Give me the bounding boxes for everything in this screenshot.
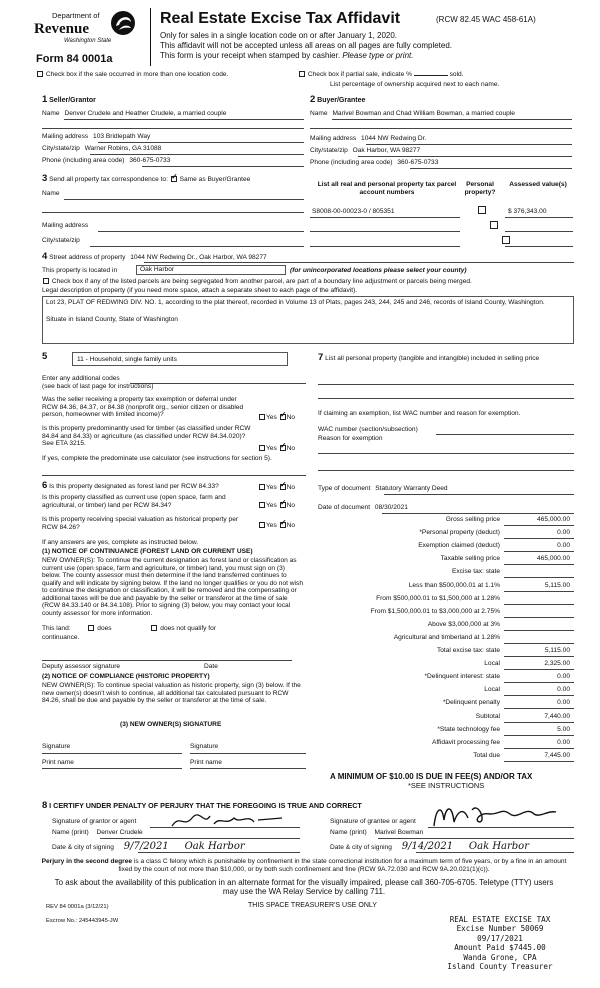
grantee-name-value[interactable]: Marivel Bowman — [374, 829, 424, 836]
s3-name-line — [64, 199, 304, 200]
stamp-line-4: Amount Paid $7445.00 — [454, 943, 546, 953]
s5-q2: Is this property predominantly used for timber (as classified under RCW 84.84 and 84.33) or agriculture (as classified under RCW 84.34.020)? See ETA 3215. — [42, 425, 251, 448]
buyer-num: 2 — [310, 94, 316, 105]
buyer-city-value[interactable]: Oak Harbor, WA 98277 — [352, 147, 421, 154]
header-divider — [150, 8, 151, 66]
tax-row-value[interactable]: 0.00 — [557, 699, 570, 707]
grantor-sig-label: Signature of grantor or agent — [52, 818, 137, 825]
tax-row-line — [504, 748, 574, 749]
buyer-city-line — [358, 156, 572, 157]
section7-row — [318, 353, 580, 364]
s6-q3-yes-checkbox[interactable] — [259, 522, 265, 528]
grantor-name-line — [100, 838, 300, 839]
tax-row-label: Less than $500,000.01 at 1.1% — [408, 581, 500, 589]
stamp-line-1: REAL ESTATE EXCISE TAX — [449, 915, 551, 924]
s6-q2-yes-checkbox[interactable] — [259, 502, 265, 508]
seller-city-line — [90, 154, 304, 155]
tax-row-line — [504, 630, 574, 631]
deputy-line — [42, 660, 292, 661]
section4-num: 4 — [42, 251, 48, 262]
certify-text: I CERTIFY UNDER PENALTY OF PERJURY THAT THE FOREGOING IS TRUE AND CORRECT — [49, 801, 362, 810]
parcel-line-1 — [310, 217, 460, 218]
stamp-line-3: 09/17/2021 — [477, 933, 523, 943]
s5-q1-no-checkbox[interactable] — [280, 414, 286, 420]
segregated-checkbox[interactable] — [43, 278, 49, 284]
segregated-check[interactable] — [42, 278, 472, 286]
grantee-signature-image — [430, 800, 560, 828]
grantor-date-label: Date & city of signing — [52, 844, 114, 851]
section5-bottom-line — [42, 475, 306, 476]
s6-q3-answer — [258, 522, 295, 530]
doc-type-value[interactable]: Statutory Warranty Deed — [375, 485, 448, 492]
tax-row-label: *Personal property (deduct) — [419, 529, 500, 537]
dor-swirl-icon — [110, 10, 136, 36]
s5-q1: Was the seller receiving a property tax exemption or deferral under RCW 84.36, 84.37, or 84.38 (nonprofit org., senior citizen or disabled person, homeowner with limited income)? — [42, 396, 244, 419]
reason-line — [318, 453, 574, 454]
tax-row-label: *Delinquent penalty — [442, 699, 500, 707]
tax-row-label: *Delinquent interest: state — [424, 673, 500, 681]
add-codes-line — [130, 383, 306, 384]
tax-row-label: Taxable selling price — [440, 555, 500, 563]
s3-name-line2 — [42, 212, 304, 213]
wac-line — [436, 434, 574, 435]
print1-line — [42, 768, 182, 769]
buyer-heading-label: Buyer/Grantee — [317, 97, 366, 104]
notice1-body: NEW OWNER(S): To continue the current designation as forest land or classification as current use (open space, farm and agriculture, or timber) land, you must sign on (3) below. The county assessor must then determine if the land transferred continues to qualify and will indicate by signing below. If the land no longer qualifies or you do not wish to continue the designation or classification, it will be removed and the compensating or additional taxes will be due and payable by the seller or transferor at the time of sale (RCW 84.33.140 or 84.34.108). Prior to signing (3) below, you may contact your local county assessor for more information. — [42, 557, 303, 618]
this-land-label: This land: — [42, 625, 71, 632]
s6-q3-yes-label: Yes — [266, 522, 277, 529]
grantor-name-row — [52, 829, 143, 837]
tax-row-label: Excise tax: state — [451, 568, 500, 576]
assessed-col-header: Assessed value(s) — [509, 181, 567, 188]
subtitle-2: This affidavit will not be accepted unless all areas on all pages are fully completed. — [160, 41, 453, 50]
add-codes-note: (see back of last page for instructions) — [42, 383, 154, 390]
located-row — [42, 267, 117, 275]
assessed-line-1 — [505, 217, 573, 218]
grantee-name-row — [330, 829, 423, 837]
grantee-date-line — [416, 852, 574, 853]
buyer-heading — [310, 95, 365, 106]
doc-type-line — [384, 494, 574, 495]
s5-q2-no-checkbox[interactable] — [280, 445, 286, 451]
s3-addr-line — [98, 231, 304, 232]
section7-num: 7 — [318, 352, 324, 363]
sig2-line — [190, 753, 306, 754]
tax-row-line — [504, 695, 574, 696]
seller-city-row — [42, 145, 161, 153]
seller-name-row — [42, 110, 294, 118]
assessed-line-3 — [505, 246, 573, 247]
legal-label: Legal description of property (if you need more space, attach a separate sheet to each page of the affidavit). — [42, 287, 358, 294]
buyer-name-label: Name — [310, 110, 328, 117]
s6-q1-row — [42, 481, 219, 492]
tax-row-line — [504, 656, 574, 657]
section6-num: 6 — [42, 480, 48, 491]
s6-q3-no-checkbox[interactable] — [280, 522, 286, 528]
notice2-body: NEW OWNER(S): To continue special valuation as historic property, sign (3) below. If the new owner(s) doesn't wish to continue, all additional tax calculated pursuant to RCW 84.26, shall be due and payable by the seller or transferor at the time of sale. — [42, 682, 301, 705]
reason-label: Reason for exemption — [318, 435, 383, 442]
dor-logo — [34, 10, 134, 44]
tax-row-label: Local — [484, 660, 500, 668]
print2-label: Print name — [190, 759, 222, 766]
s5-q2-answer — [258, 445, 295, 453]
subtitle-3 — [160, 51, 413, 60]
rev-label: REV 84 0001a (3/12/21) — [46, 904, 109, 910]
section8-row — [42, 801, 362, 812]
section5-num: 5 — [42, 351, 48, 362]
buyer-phone-label: Phone (including area code) — [310, 159, 393, 166]
deputy-label: Deputy assessor signature — [42, 663, 121, 670]
multi-location-label: Check box if the sale occurred in more than one location code. — [45, 71, 229, 78]
grantor-signature-image — [170, 812, 290, 830]
parcel-line-3 — [310, 246, 460, 247]
grantor-name-value[interactable]: Denver Crudele — [96, 829, 143, 836]
seller-name-line2 — [42, 128, 304, 129]
located-label: This property is located in — [42, 267, 118, 274]
print1-label: Print name — [42, 759, 74, 766]
seller-addr-row — [42, 133, 150, 141]
grantee-date-value[interactable]: 9/14/2021 — [401, 841, 454, 852]
notice3-title: (3) NEW OWNER(S) SIGNATURE — [120, 721, 222, 728]
tax-row-line — [504, 669, 574, 670]
s5-q2-note: If yes, complete the predominate use calculator (see instructions for section 5). — [42, 455, 272, 462]
buyer-phone-value[interactable]: 360-675-0733 — [397, 159, 439, 166]
s6-q1: Is this property designated as forest land per RCW 84.33? — [49, 483, 219, 490]
doc-date-row — [318, 504, 408, 512]
grantee-signature-text: M Bowman — [490, 820, 496, 821]
section7-text: List all personal property (tangible and intangible) included in selling price — [325, 355, 540, 362]
subtitle-3-type: Please type or print. — [342, 51, 414, 60]
treasurer-stamp — [420, 915, 580, 972]
tax-row-line — [504, 525, 574, 526]
s6-q2-no-checkbox[interactable] — [280, 502, 286, 508]
buyer-city-label: City/state/zip — [310, 147, 348, 154]
s5-q2-no-label: No — [286, 445, 296, 452]
tax-row-line — [504, 564, 574, 565]
tax-row-value[interactable]: 465,000.00 — [536, 516, 570, 523]
s6-q2-yes-label: Yes — [266, 502, 277, 509]
tax-row-line — [504, 591, 574, 592]
tax-row-label: Exemption claimed (deduct) — [418, 542, 500, 550]
buyer-addr-label: Mailing address — [310, 135, 357, 142]
perjury-notice — [34, 858, 574, 873]
grantor-date-row — [52, 841, 245, 853]
tax-row-line — [504, 735, 574, 736]
stamp-line-5: Wanda Grone, CPA — [463, 952, 537, 962]
seller-addr-label: Mailing address — [42, 133, 89, 140]
exemption-label: If claiming an exemption, list WAC number and reason for exemption. — [318, 410, 521, 417]
tax-row-line — [504, 538, 574, 539]
grantee-date-label: Date & city of signing — [330, 844, 392, 851]
treasurer-use: THIS SPACE TREASURER'S USE ONLY — [248, 902, 377, 909]
segregated-label: Check box if any of the listed parcels are being segregated from another parcel, are part of a boundary line adjustment or parcels being merged. — [51, 278, 472, 285]
does-not-label: does not qualify for — [160, 625, 216, 632]
tax-row-value[interactable]: 0.00 — [557, 738, 570, 746]
s3-city-label: City/state/zip — [42, 237, 80, 244]
parcel-line-2 — [310, 231, 460, 232]
tax-row-label: Affidavit processing fee — [431, 738, 500, 746]
dor-dept-label: Department of — [52, 11, 100, 20]
wac-label: WAC number (section/subsection) — [318, 426, 418, 433]
does-checkbox[interactable] — [88, 625, 94, 631]
tax-row-line — [504, 722, 574, 723]
same-as-buyer-label: Same as Buyer/Grantee — [179, 176, 251, 183]
s5-q1-no-label: No — [286, 414, 296, 421]
buyer-name-line — [332, 119, 572, 120]
buyer-phone-line — [410, 168, 572, 169]
see-instructions: *SEE INSTRUCTIONS — [408, 781, 485, 790]
s6-q2: Is this property classified as current use (open space, farm and agricultural, or timber) land per RCW 84.34? — [42, 494, 226, 509]
grantee-date-row — [330, 841, 529, 853]
buyer-phone-row — [310, 159, 438, 167]
reason-line2 — [318, 470, 574, 471]
buyer-name-row — [310, 110, 582, 118]
continuance-label: continuance. — [42, 634, 80, 641]
doc-date-line — [382, 513, 574, 514]
tax-row-line — [504, 761, 574, 762]
s7-line-2 — [318, 398, 574, 399]
buyer-addr-line — [366, 144, 572, 145]
form-number: Form 84 0001a — [36, 53, 113, 65]
tax-row-label: *State technology fee — [437, 725, 500, 733]
tax-row-label: From $500,000.01 to $1,500,000 at 1.28% — [376, 594, 500, 602]
location-select-value: Oak Harbor — [140, 266, 175, 273]
parcel-row — [312, 208, 395, 216]
subtitle-1: Only for sales in a single location code on or after January 1, 2020. — [160, 31, 398, 40]
use-code-value: 11 - Household, single family units — [77, 356, 177, 363]
assessed-value[interactable]: $ 376,343.00 — [508, 208, 547, 215]
partial-sale-checkbox[interactable] — [299, 71, 305, 77]
grantor-signature-text: Denver Crudele — [230, 826, 238, 827]
grantor-date-value[interactable]: 9/7/2021 — [123, 841, 169, 852]
assessed-line-2 — [505, 231, 573, 232]
buyer-city-row — [310, 147, 420, 155]
s6-if-yes: If any answers are yes, complete as instructed below. — [42, 539, 199, 546]
doc-date-value[interactable]: 08/30/2021 — [374, 504, 408, 511]
personal-property-checkbox-3[interactable] — [502, 236, 510, 244]
tax-row-label: Subtotal — [475, 712, 500, 720]
seller-addr-value[interactable]: 103 Bridlepath Way — [93, 133, 151, 140]
tax-row-label: From $1,500,000.01 to $3,000,000 at 2.75% — [370, 607, 500, 615]
s6-q3: Is this property receiving special valuation as historical property per RCW 84.26? — [42, 516, 239, 531]
does-label: does — [97, 625, 112, 632]
tax-row-label: Agricultural and timberland at 1.28% — [393, 633, 500, 641]
s6-q1-no-checkbox[interactable] — [280, 484, 286, 490]
escrow-label: Escrow No.: 245443945-JW — [46, 918, 119, 924]
dor-revenue-label: Revenue — [34, 21, 89, 37]
s6-q1-yes-label: Yes — [266, 484, 277, 491]
s5-q1-yes-checkbox[interactable] — [259, 414, 265, 420]
deputy-date-label: Date — [204, 663, 218, 670]
tax-row-value[interactable]: 465,000.00 — [536, 555, 570, 563]
add-codes-label: Enter any additional codes — [42, 375, 120, 382]
seller-addr-line — [98, 142, 304, 143]
this-land-row — [42, 625, 216, 633]
parcel-col-header: List all real and personal property tax parcel account numbers — [317, 181, 457, 196]
sig1-line — [42, 753, 182, 754]
street-line — [144, 262, 574, 263]
legal-description-box[interactable] — [42, 296, 574, 344]
partial-list-note: List percentage of ownership acquired next to each name. — [330, 81, 500, 88]
alt-format-notice: To ask about the availability of this publication in an alternate format for the visually impaired, please call 360-705-6705. Teletype (TTY) users may use the WA Relay Service by calling 711. — [54, 878, 554, 897]
tax-row-value[interactable]: 0.00 — [557, 542, 570, 550]
tax-row-value[interactable]: 0.00 — [557, 673, 570, 681]
rcw-reference: (RCW 82.45 WAC 458-61A) — [436, 15, 536, 24]
subtitle-3-text: This form is your receipt when stamped by cashier. — [160, 51, 341, 60]
section3-heading — [42, 174, 250, 185]
seller-num: 1 — [42, 94, 48, 105]
section3-text: Send all property tax correspondence to: — [49, 176, 168, 183]
tax-row-value[interactable]: 7,445.00 — [544, 751, 570, 759]
tax-row-value[interactable]: 5.00 — [557, 725, 570, 733]
tax-row-value[interactable]: 0.00 — [557, 529, 570, 537]
stamp-line-2: Excise Number 50069 — [456, 924, 544, 934]
personal-property-checkbox-1[interactable] — [478, 206, 486, 214]
tax-row-value[interactable]: 2,325.00 — [544, 660, 570, 668]
grantee-name-label: Name (print) — [330, 829, 367, 836]
grantee-city-value[interactable]: Oak Harbor — [468, 841, 529, 852]
s6-q1-answer — [258, 484, 295, 492]
tax-row-label: Gross selling price — [445, 516, 500, 523]
doc-date-label: Date of document — [318, 504, 371, 511]
sig2-label: Signature — [190, 743, 219, 750]
tax-row-line — [504, 617, 574, 618]
seller-city-label: City/state/zip — [42, 145, 80, 152]
seller-name-label: Name — [42, 110, 60, 117]
s3-city-line — [90, 246, 304, 247]
tax-row-line — [504, 682, 574, 683]
seller-phone-value[interactable]: 360-675-0733 — [129, 157, 171, 164]
parcel-number[interactable]: S8008-00-00023-0 / 805351 — [312, 208, 395, 215]
seller-phone-line — [142, 166, 304, 167]
personal-col-header: Personal property? — [464, 181, 496, 196]
seller-phone-label: Phone (including area code) — [42, 157, 125, 164]
buyer-addr-value[interactable]: 1044 NW Redwing Dr. — [361, 135, 427, 142]
sig1-label: Signature — [42, 743, 71, 750]
form-title: Real Estate Excise Tax Affidavit — [160, 10, 401, 27]
partial-sale-label: Check box if partial sale, indicate % — [307, 71, 412, 78]
partial-sold-label: sold. — [449, 71, 464, 78]
tax-row-label: Total due — [473, 751, 500, 759]
tax-row-label: Total excise tax: state — [436, 647, 500, 654]
grantee-name-line — [378, 838, 574, 839]
doc-type-label: Type of document — [318, 485, 371, 492]
uninc-note: (for unincorporated locations please select your county) — [290, 267, 467, 274]
buyer-name-line2 — [310, 128, 572, 129]
print2-line — [190, 768, 306, 769]
tax-row-line — [504, 708, 574, 709]
tax-row-line — [504, 577, 574, 578]
s7-line-1 — [318, 384, 574, 385]
personal-property-checkbox-2[interactable] — [490, 221, 498, 229]
s5-q1-answer — [258, 414, 295, 422]
tax-row-value[interactable]: 5,115.00 — [544, 581, 570, 589]
seller-city-value[interactable]: Warner Robins, GA 31088 — [84, 145, 162, 152]
does-not-checkbox[interactable] — [151, 625, 157, 631]
partial-percent-field[interactable] — [414, 75, 448, 76]
use-code-select[interactable] — [72, 352, 288, 366]
dor-state-label: Washington State — [64, 38, 112, 44]
partial-sale-check[interactable] — [298, 71, 464, 79]
seller-heading-label: Seller/Grantor — [49, 97, 96, 104]
s5-q1-yes-label: Yes — [266, 414, 277, 421]
tax-row-value[interactable]: 5,115.00 — [544, 647, 570, 654]
multi-location-checkbox[interactable] — [37, 71, 43, 77]
tax-row-value[interactable]: 7,440.00 — [544, 712, 570, 720]
notice2-title: (2) NOTICE OF COMPLIANCE (HISTORIC PROPERTY) — [42, 673, 210, 680]
s6-q2-no-label: No — [286, 502, 296, 509]
grantor-name-label: Name (print) — [52, 829, 89, 836]
section8-num: 8 — [42, 800, 48, 811]
legal-text-2: Situate in Island County, State of Washington — [46, 315, 178, 323]
multi-location-check[interactable] — [36, 71, 228, 79]
perjury-text: is a class C felony which is punishable by confinement in the state correctional institution for a maximum term of five years, or by a fine in an amount fixed by the court of not more than $10,000, or by both such confinement and fine (RCW 9A.72.030 and RCW 9A.20.021(1)(c)). — [118, 858, 567, 873]
street-label: Street address of property — [49, 254, 126, 261]
stamp-line-6: Island County Treasurer — [447, 962, 553, 972]
seller-heading — [42, 95, 96, 106]
tax-row-value[interactable]: 0.00 — [557, 686, 570, 694]
tax-row-label: Above $3,000,000 at 3% — [427, 620, 500, 628]
buyer-name-value[interactable]: Marivel Bowman and Chad William Bowman, a married couple — [332, 110, 515, 117]
minimum-due: A MINIMUM OF $10.00 IS DUE IN FEE(S) AND/OR TAX — [330, 772, 533, 781]
seller-phone-row — [42, 157, 170, 165]
tax-row-line — [504, 551, 574, 552]
seller-name-value[interactable]: Denver Crudele and Heather Crudele, a married couple — [64, 110, 227, 117]
s6-q3-no-label: No — [286, 522, 296, 529]
seller-name-line — [64, 119, 304, 120]
legal-text-1: Lot 23, PLAT OF REDWING DIV. NO. 1, according to the plat thereof, recorded in Volume 13 of Plats, pages 243, 244, 245 and 246, records of Island County, Washington. — [46, 299, 545, 306]
s6-q1-no-label: No — [286, 484, 296, 491]
section3-num: 3 — [42, 173, 48, 184]
s5-q2-yes-checkbox[interactable] — [259, 445, 265, 451]
grantor-date-line — [138, 852, 300, 853]
doc-type-row — [318, 485, 448, 493]
s5-q2-yes-label: Yes — [266, 445, 277, 452]
location-select[interactable] — [136, 265, 286, 275]
same-as-buyer-checkbox[interactable] — [171, 176, 177, 182]
tax-row-line — [504, 604, 574, 605]
s3-name-label: Name — [42, 190, 60, 197]
s6-q2-answer — [258, 502, 295, 510]
tax-row-line — [504, 643, 574, 644]
perjury-bold: Perjury in the second degree — [41, 858, 133, 865]
grantor-city-value[interactable]: Oak Harbor — [184, 841, 245, 852]
s3-addr-label: Mailing address — [42, 222, 89, 229]
street-value[interactable]: 1044 NW Redwing Dr., Oak Harbor, WA 98277 — [130, 254, 267, 261]
tax-row-label: Local — [484, 686, 500, 694]
grantee-sig-label: Signature of grantee or agent — [330, 818, 416, 825]
notice1-title: (1) NOTICE OF CONTINUANCE (FOREST LAND OR CURRENT USE) — [42, 548, 253, 555]
buyer-addr-row — [310, 135, 426, 143]
s6-q1-yes-checkbox[interactable] — [259, 484, 265, 490]
